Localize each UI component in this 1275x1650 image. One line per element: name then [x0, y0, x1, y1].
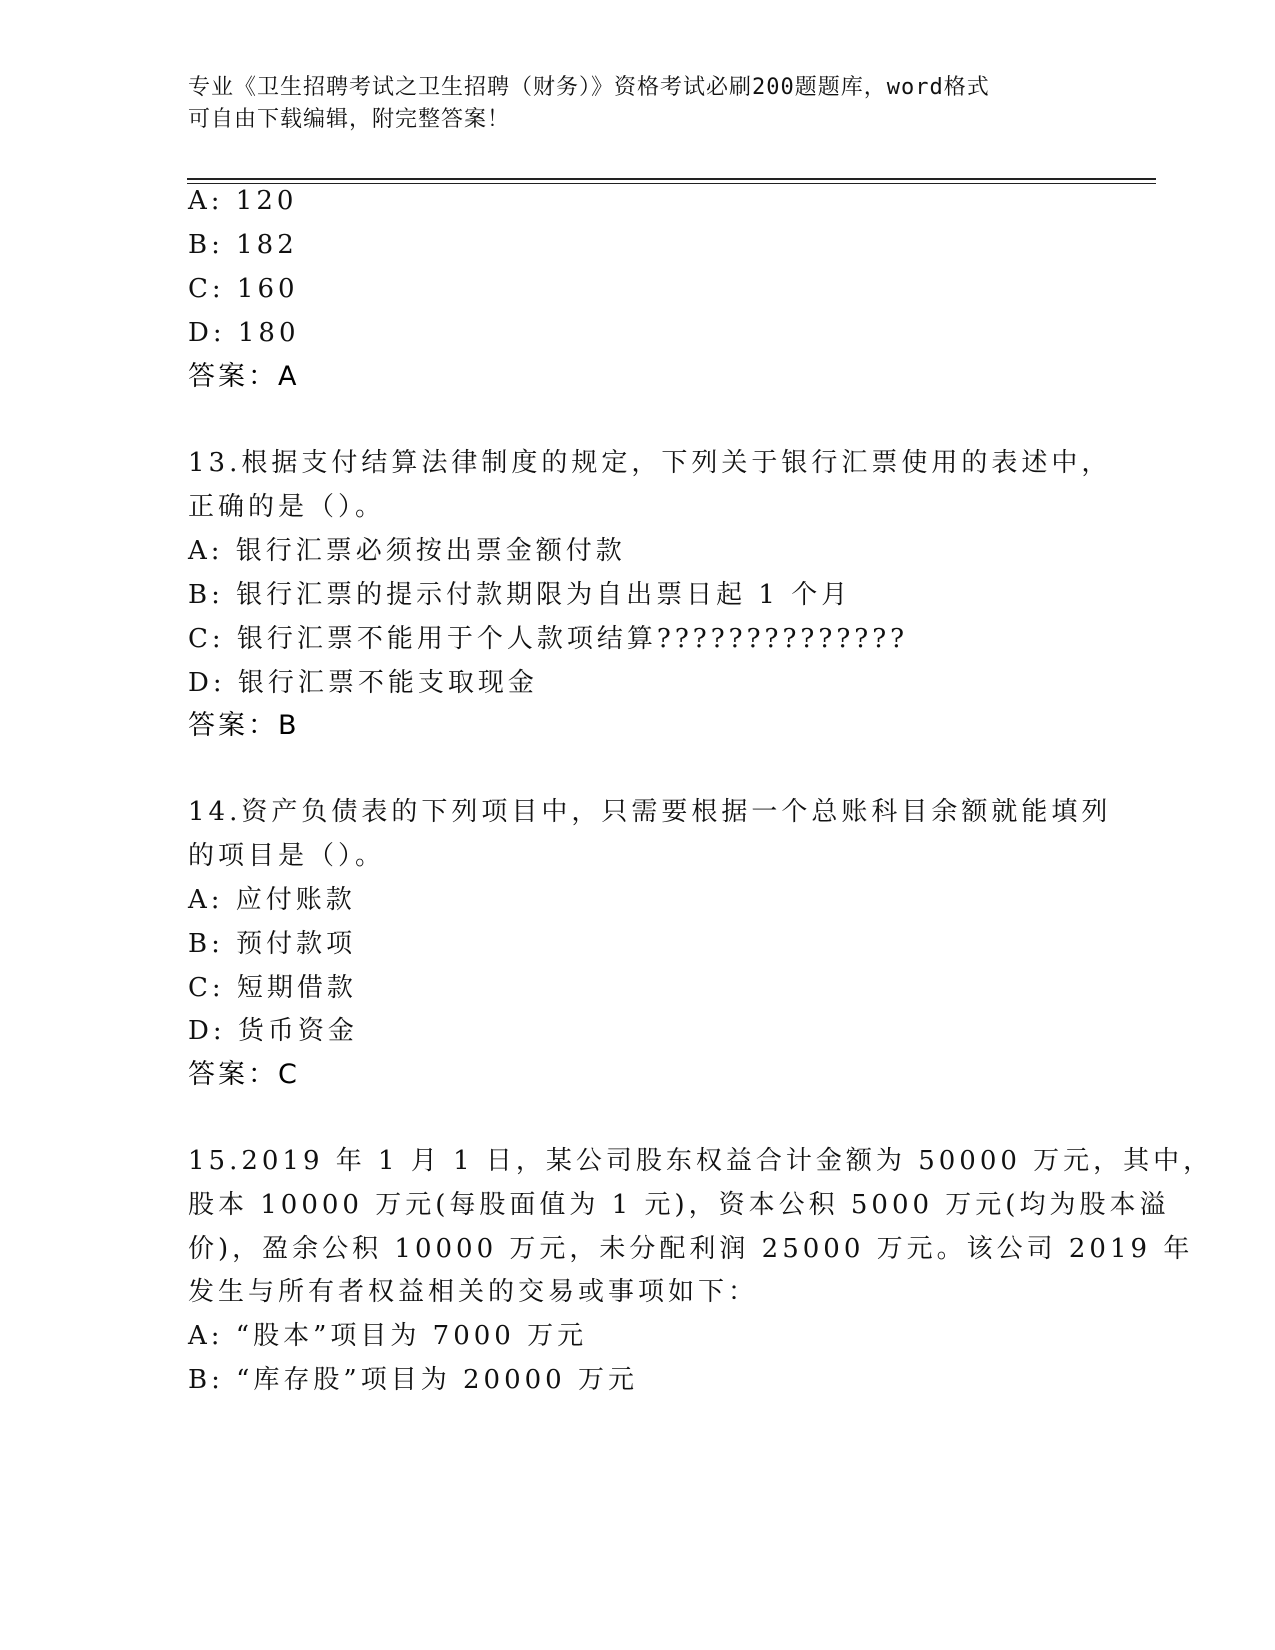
- q12-option-d: D: 180: [188, 318, 300, 348]
- q13-option-d: D: 银行汇票不能支取现金: [188, 668, 538, 698]
- q13-stem-line-1: 13.根据支付结算法律制度的规定，下列关于银行汇票使用的表述中，: [188, 448, 1112, 478]
- q15-stem-line-2: 股本 10000 万元(每股面值为 1 元)，资本公积 5000 万元(均为股本溢: [188, 1190, 1170, 1220]
- q14-option-b: B: 预付款项: [188, 929, 357, 959]
- q12-option-c: C: 160: [188, 274, 299, 304]
- q15-stem-line-3: 价)，盈余公积 10000 万元，未分配利润 25000 万元。该公司 2019 年: [188, 1234, 1194, 1264]
- q14-answer: 答案：C: [188, 1059, 300, 1090]
- q14-stem-line-1: 14.资产负债表的下列项目中，只需要根据一个总账科目余额就能填列: [188, 797, 1112, 827]
- q13-option-c: C: 银行汇票不能用于个人款项结算??????????????: [188, 624, 909, 654]
- q12-option-b: B: 182: [188, 230, 298, 260]
- q15-stem-line-4: 发生与所有者权益相关的交易或事项如下：: [188, 1277, 759, 1307]
- q13-answer: 答案：B: [188, 710, 300, 741]
- q13-option-b: B: 银行汇票的提示付款期限为自出票日起 1 个月: [188, 580, 852, 610]
- header-line-2: 可自由下载编辑，附完整答案！: [188, 107, 511, 132]
- header-divider: [187, 178, 1156, 184]
- q14-option-d: D: 货币资金: [188, 1016, 358, 1046]
- q15-option-b: B: “库存股”项目为 20000 万元: [188, 1365, 638, 1395]
- header-line-1: 专业《卫生招聘考试之卫生招聘（财务）》资格考试必刷200题题库，word格式: [188, 75, 990, 100]
- q12-option-a: A: 120: [188, 186, 298, 216]
- q15-option-a: A: “股本”项目为 7000 万元: [188, 1321, 588, 1351]
- q14-option-c: C: 短期借款: [188, 973, 357, 1003]
- q12-answer: 答案：A: [188, 361, 300, 392]
- q15-stem-line-1: 15.2019 年 1 月 1 日，某公司股东权益合计金额为 50000 万元，其中，: [188, 1146, 1214, 1176]
- q13-option-a: A: 银行汇票必须按出票金额付款: [188, 536, 626, 566]
- q13-stem-line-2: 正确的是（）。: [188, 492, 386, 522]
- q14-option-a: A: 应付账款: [188, 885, 356, 915]
- q14-stem-line-2: 的项目是（）。: [188, 841, 386, 871]
- document-header: [188, 72, 1088, 136]
